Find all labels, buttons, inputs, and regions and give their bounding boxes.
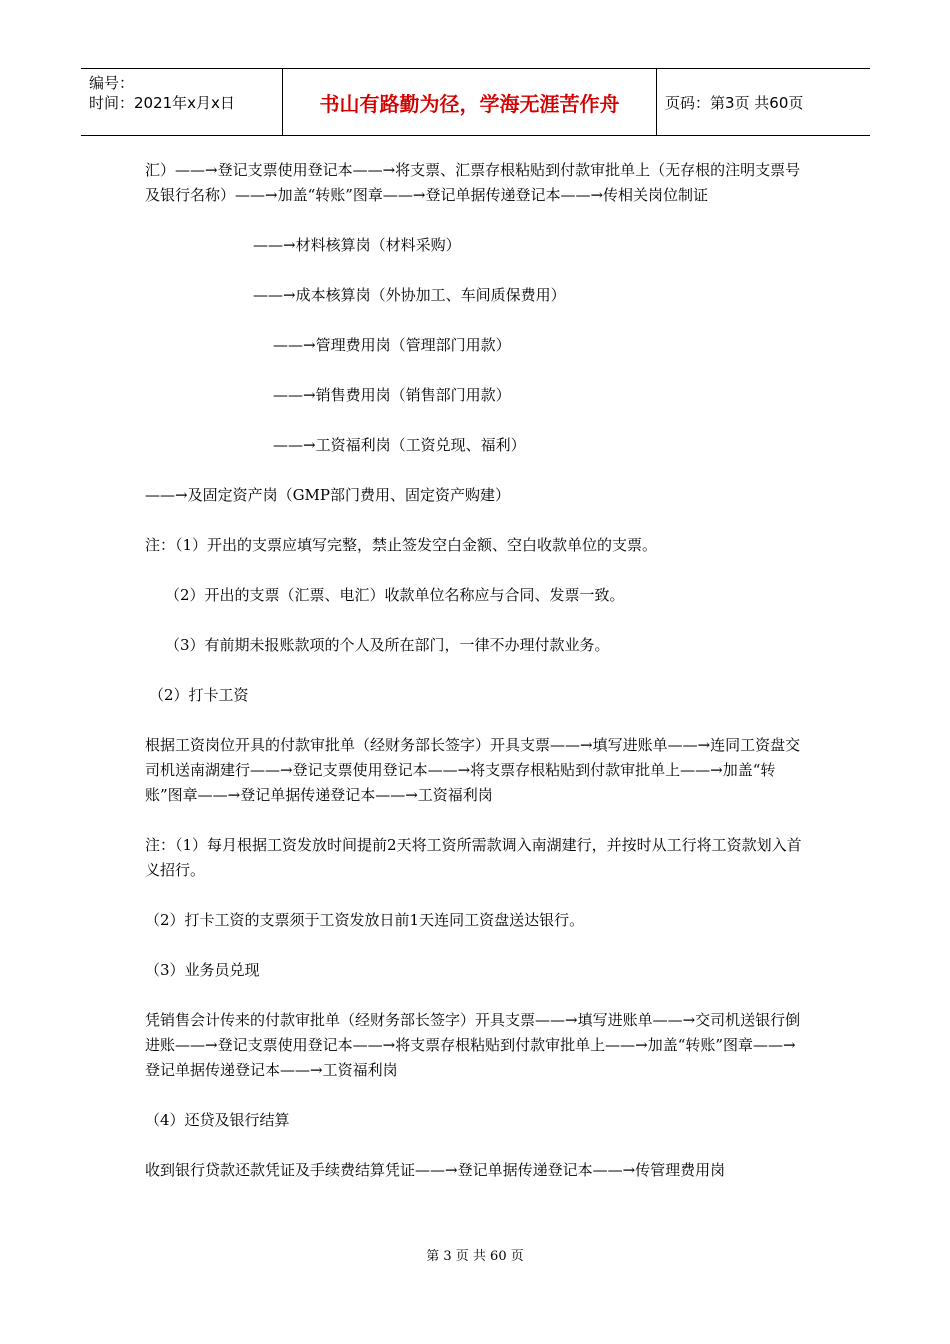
flow-branch-payroll: ——→工资福利岗（工资兑现、福利） — [273, 436, 526, 454]
paragraph-flow-continued: 汇）——→登记支票使用登记本——→将支票、汇票存根粘贴到付款审批单上（无存根的注明支票号及银行名称）——→加盖“转账”图章——→登记单据传递登记本——→传相关岗位制证 — [145, 161, 801, 204]
header-motto: 书山有路勤为径，学海无涯苦作舟 — [319, 92, 620, 116]
document-body — [145, 158, 810, 1183]
flow-branch-fixed-assets: ——→及固定资产岗（GMP部门费用、固定资产购建） — [145, 486, 511, 504]
note-1: 注：（1）开出的支票应填写完整，禁止签发空白金额、空白收款单位的支票。 — [145, 536, 658, 554]
header-divider — [656, 69, 657, 135]
page-header — [81, 68, 870, 136]
flow-branch-admin-expense: ——→管理费用岗（管理部门用款） — [273, 336, 511, 354]
flow-branch-materials: ——→材料核算岗（材料采购） — [253, 236, 461, 254]
section-heading-salesman: （3）业务员兑现 — [145, 961, 260, 979]
paragraph-loan-flow: 收到银行贷款还款凭证及手续费结算凭证——→登记单据传递登记本——→传管理费用岗 — [145, 1161, 726, 1179]
note-3: （3）有前期未报账款项的个人及所在部门，一律不办理付款业务。 — [165, 636, 610, 654]
note-2: （2）开出的支票（汇票、电汇）收款单位名称应与合同、发票一致。 — [165, 586, 625, 604]
section-heading-loan: （4）还贷及银行结算 — [145, 1111, 290, 1129]
number-label: 编号： — [89, 74, 135, 92]
date-label: 时间：2021年x月x日 — [89, 94, 235, 112]
header-meta — [89, 73, 235, 113]
flow-branch-cost: ——→成本核算岗（外协加工、车间质保费用） — [253, 286, 566, 304]
paragraph-card-payroll-flow: 根据工资岗位开具的付款审批单（经财务部长签字）开具支票——→填写进账单——→连同工资盘交司机送南湖建行——→登记支票使用登记本——→将支票存根粘贴到付款审批单上——→加盖“转账”图章——→登记单据传递登记本——→工资福利岗 — [145, 736, 801, 804]
paragraph-salesman-flow: 凭销售会计传来的付款审批单（经财务部长签字）开具支票——→填写进账单——→交司机送银行倒进账——→登记支票使用登记本——→将支票存根粘贴到付款审批单上——→加盖“转账”图章——→登记单据传递登记本——→工资福利岗 — [145, 1011, 801, 1079]
header-page-number: 页码：第3页 共60页 — [665, 94, 804, 112]
section-heading-card-payroll: （2）打卡工资 — [149, 686, 249, 704]
flow-branch-sales-expense: ——→销售费用岗（销售部门用款） — [273, 386, 511, 404]
page-footer: 第 3 页 共 60 页 — [426, 1249, 524, 1264]
note-payroll-2: （2）打卡工资的支票须于工资发放日前1天连同工资盘送达银行。 — [145, 911, 585, 929]
note-payroll-1: 注：（1）每月根据工资发放时间提前2天将工资所需款调入南湖建行，并按时从工行将工资款划入首义招行。 — [145, 836, 802, 879]
